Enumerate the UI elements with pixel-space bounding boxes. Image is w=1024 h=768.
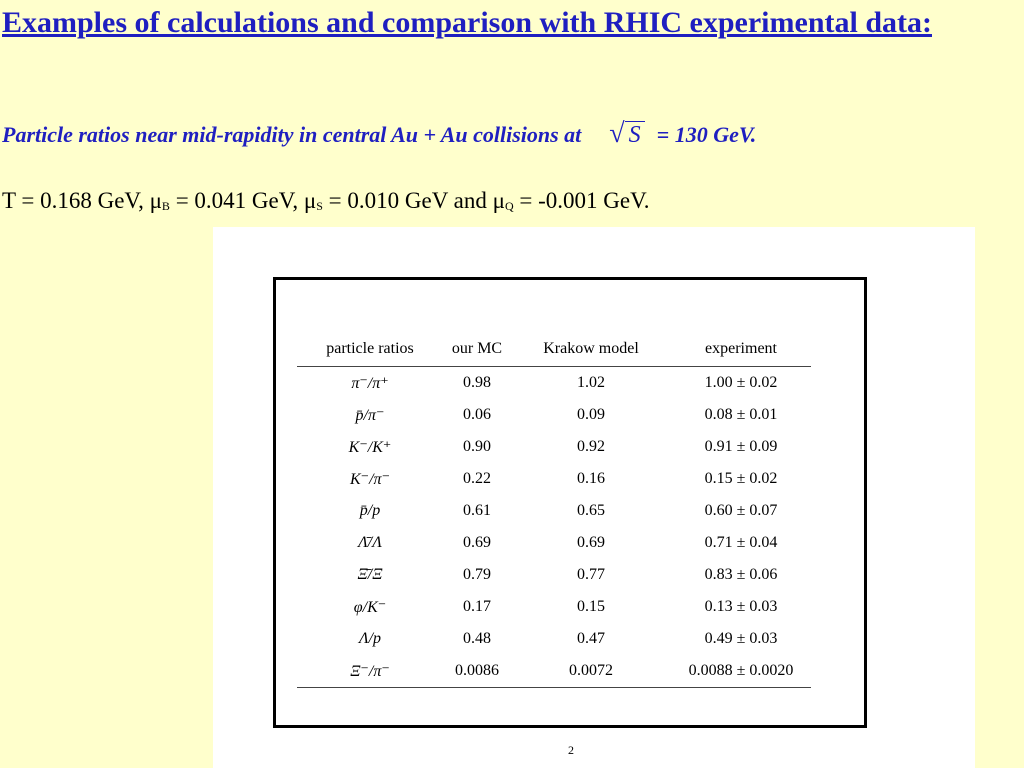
cell-experiment: 0.08 ± 0.01 [704, 406, 778, 423]
page-number: 2 [568, 743, 574, 757]
slide-title: Examples of calculations and comparison with RHIC experimental data: [2, 6, 932, 39]
sqrt-argument: S [625, 121, 645, 149]
table-row [297, 495, 811, 527]
cell-experiment: 0.60 ± 0.07 [704, 502, 778, 519]
cell-our-mc: 0.0086 [443, 655, 511, 688]
subtitle-text: Particle ratios near mid-rapidity in central Au + Au collisions at [2, 122, 582, 147]
table-figure [213, 227, 975, 768]
cell-krakow: 0.65 [577, 502, 605, 519]
param-temperature: T = 0.168 GeV, [2, 188, 144, 213]
cell-krakow: 0.16 [577, 470, 605, 487]
thermal-parameters [2, 188, 649, 214]
sqrt-s-expression [609, 118, 644, 150]
cell-experiment: 0.83 ± 0.06 [704, 566, 778, 583]
sqrt-symbol: √ [609, 118, 625, 149]
cell-our-mc: 0.61 [463, 502, 491, 519]
cell-ratio: φ/K⁻ [353, 599, 387, 616]
table-row [297, 527, 811, 559]
cell-krakow: 0.92 [577, 438, 605, 455]
cell-krakow: 0.77 [577, 566, 605, 583]
cell-krakow: 1.02 [577, 374, 605, 391]
param-mu-s: $\mu_S = 0.010$ GeV and [303, 188, 493, 213]
cell-our-mc: 0.17 [463, 598, 491, 615]
header-particle-ratios: particle ratios [297, 332, 443, 367]
table-row [297, 431, 811, 463]
cell-our-mc: 0.90 [463, 438, 491, 455]
cell-our-mc: 0.98 [463, 374, 491, 391]
header-krakow-model: Krakow model [511, 332, 671, 367]
cell-experiment: 0.49 ± 0.03 [704, 630, 778, 647]
cell-krakow: 0.0072 [511, 655, 671, 688]
cell-our-mc: 0.48 [463, 630, 491, 647]
table-frame [273, 277, 867, 728]
table-row [297, 591, 811, 623]
cell-experiment: 0.15 ± 0.02 [704, 470, 778, 487]
cell-krakow: 0.69 [577, 534, 605, 551]
param-mu-b: $\mu_B = 0.041$ GeV, [149, 188, 304, 213]
table-header-row [297, 332, 811, 367]
cell-our-mc: 0.22 [463, 470, 491, 487]
particle-ratios-table [297, 332, 811, 688]
cell-ratio: Λ̄/Λ [358, 534, 382, 551]
cell-our-mc: 0.69 [463, 534, 491, 551]
subtitle-energy: = 130 GeV. [656, 122, 757, 147]
slide-subtitle [2, 118, 756, 150]
cell-experiment: 0.0088 ± 0.0020 [671, 655, 811, 688]
header-our-mc: our MC [443, 332, 511, 367]
cell-experiment: 0.13 ± 0.03 [704, 598, 778, 615]
table-row [297, 559, 811, 591]
cell-ratio: Λ/p [358, 630, 382, 647]
cell-experiment: 0.91 ± 0.09 [704, 438, 778, 455]
cell-experiment: 0.71 ± 0.04 [704, 534, 778, 551]
table-row [297, 463, 811, 495]
header-experiment: experiment [671, 332, 811, 367]
cell-ratio: K⁻/K⁺ [348, 439, 392, 456]
table-row [297, 655, 811, 688]
cell-krakow: 0.47 [577, 630, 605, 647]
param-mu-q: $\mu_Q = -0.001$ GeV. [492, 188, 650, 213]
cell-our-mc: 0.06 [463, 406, 491, 423]
cell-krakow: 0.09 [577, 406, 605, 423]
table-row [297, 399, 811, 431]
cell-ratio: p̄/p [359, 502, 381, 519]
table-row [297, 623, 811, 655]
cell-krakow: 0.15 [577, 598, 605, 615]
cell-ratio: p̄/π⁻ [355, 407, 385, 424]
cell-ratio: K⁻/π⁻ [349, 471, 391, 488]
cell-our-mc: 0.79 [463, 566, 491, 583]
cell-ratio: Ξ̄/Ξ [357, 566, 383, 583]
cell-experiment: 1.00 ± 0.02 [704, 374, 778, 391]
cell-ratio: Ξ⁻/π⁻ [297, 655, 443, 688]
cell-ratio: π⁻/π⁺ [351, 375, 389, 392]
table-row [297, 367, 811, 400]
